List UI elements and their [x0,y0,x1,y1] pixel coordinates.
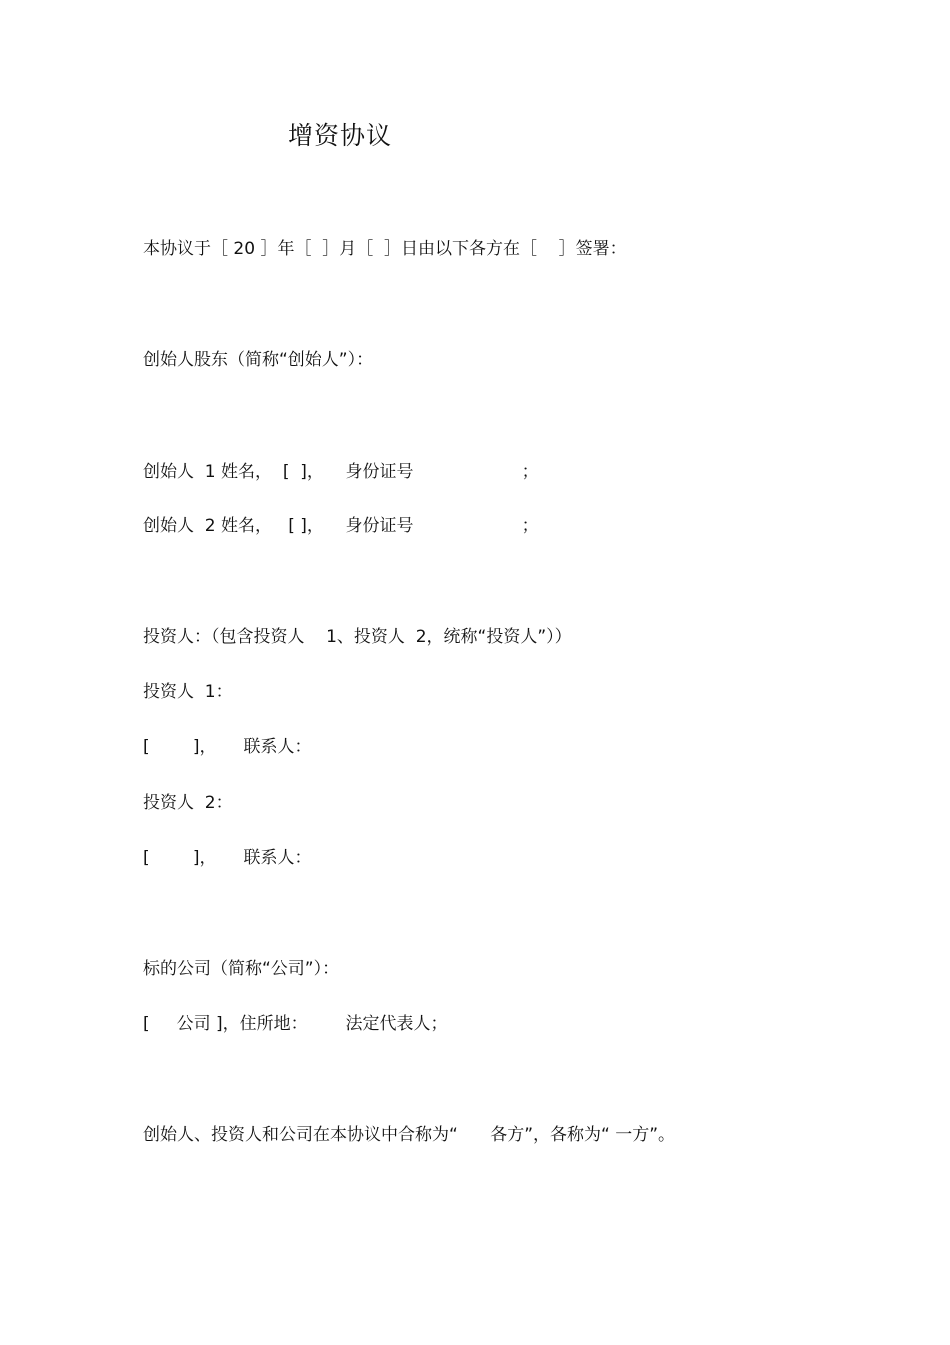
investor-1-detail: [ ]， 联系人： [143,737,312,757]
document-title: 增资协议 [288,121,393,150]
investors-heading: 投资人：（包含投资人 1、投资人 2，统称“投资人”）） [143,627,572,647]
founder-2-line: 创始人 2 姓名， [ ]， 身份证号 ； [143,516,539,536]
parties-definition: 创始人、投资人和公司在本协议中合称为“ 各方”，各称为“ 一方”。 [143,1125,676,1145]
founder-1-line: 创始人 1 姓名， [ ]， 身份证号 ； [143,462,539,482]
investor-2-label: 投资人 2： [143,793,233,813]
founders-heading: 创始人股东（简称“创始人”）： [143,350,374,370]
company-heading: 标的公司（简称“公司”）： [143,959,340,979]
investor-2-detail: [ ]， 联系人： [143,848,312,868]
signing-statement: 本协议于［ 20 ］年［ ］月［ ］日由以下各方在［ ］签署： [143,239,627,259]
investor-1-label: 投资人 1： [143,682,233,702]
company-detail: [ 公司 ]，住所地： 法定代表人； [143,1014,448,1034]
